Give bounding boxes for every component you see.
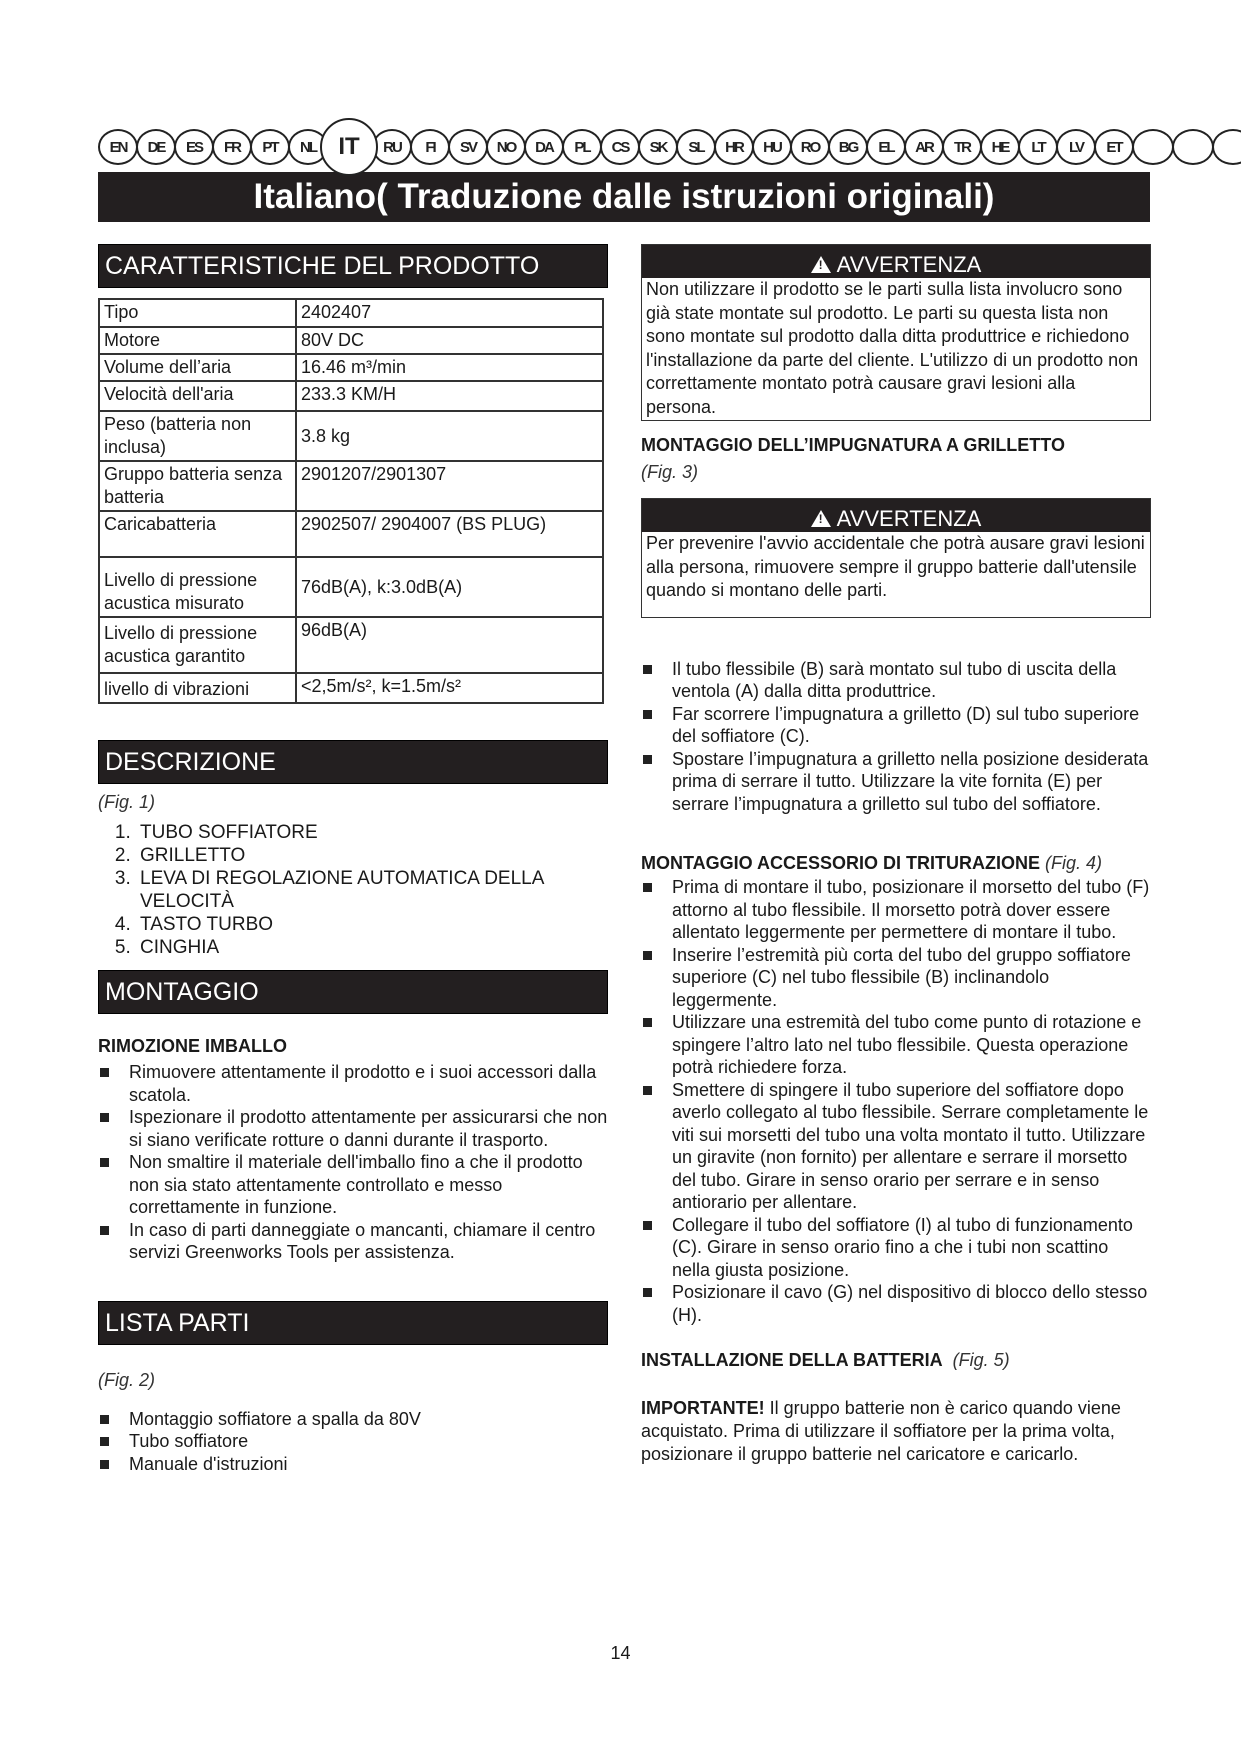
lang-tab-ar: AR (904, 129, 944, 165)
list-item: Rimuovere attentamente il prodotto e i suoi accessori dalla scatola. (98, 1061, 608, 1106)
lang-tab-es: ES (174, 129, 214, 165)
table-row (99, 354, 603, 381)
imballo-list (98, 1061, 608, 1264)
spec-key: Tipo (99, 299, 296, 327)
lang-tab-pt: PT (250, 129, 290, 165)
subheading-imballo: RIMOZIONE IMBALLO (98, 1036, 287, 1056)
warning-header (642, 499, 1150, 532)
list-item: Ispezionare il prodotto attentamente per assicurarsi che non si siano verificate rotture o danni durante il trasporto. (98, 1106, 608, 1151)
warning-text: Non utilizzare il prodotto se le parti sulla lista involucro sono già state montate sul prodotto. Le parti su questa lista non sono montate sul prodotto dalla ditta produttrice e richiedono l'installazione da parte del cliente. L'utilizzo di un prodotto non correttamente montato potrà causare gravi lesioni alla persona. (646, 279, 1139, 417)
lang-tab-he: HE (980, 129, 1020, 165)
list-item: Prima di montare il tubo, posizionare il morsetto del tubo (F) attorno al tubo flessibile. Il morsetto potrà dover essere allentato leggermente per permettere di montare il tubo. (641, 876, 1151, 944)
spec-table (98, 298, 604, 704)
lang-tab-lt: LT (1018, 129, 1058, 165)
lang-tab-ro: RO (790, 129, 830, 165)
important-text: Il gruppo batterie non è carico quando viene acquistato. Prima di utilizzare il soffiatore per la prima volta, posizionare il gruppo batterie nel caricatore e caricarlo. (641, 1398, 1121, 1464)
list-item: 5. CINGHIA (136, 936, 608, 959)
spec-key: Peso (batteria non inclusa) (99, 411, 296, 461)
spec-key: Gruppo batteria senza batteria (99, 461, 296, 511)
lang-tab-nl: NL (288, 129, 328, 165)
lang-tab-hu: HU (752, 129, 792, 165)
table-row (99, 327, 603, 354)
lang-tab-blank (1212, 129, 1241, 165)
spec-key: Velocità dell'aria (99, 381, 296, 411)
subheading-text: MONTAGGIO ACCESSORIO DI TRITURAZIONE (641, 853, 1040, 873)
table-row (99, 557, 603, 617)
list-item: 2. GRILLETTO (136, 844, 608, 867)
lang-tab-tr: TR (942, 129, 982, 165)
list-item: Manuale d'istruzioni (98, 1453, 608, 1476)
table-row (99, 617, 603, 673)
subheading-triturazione (641, 853, 1151, 874)
spec-key: Livello di pressione acustica garantito (99, 617, 296, 673)
montaggio-heading: MONTAGGIO (98, 970, 608, 1014)
lista-parti-heading: LISTA PARTI (98, 1301, 608, 1345)
lang-tab-hr: HR (714, 129, 754, 165)
spec-key: Volume dell’aria (99, 354, 296, 381)
fig-ref-2: (Fig. 2) (98, 1369, 156, 1390)
subheading-impugnatura: MONTAGGIO DELL’IMPUGNATURA A GRILLETTO (641, 435, 1065, 455)
lang-tab-sv: SV (448, 129, 488, 165)
fig-ref-3: (Fig. 3) (641, 462, 699, 482)
lang-tab-da: DA (524, 129, 564, 165)
list-item: Tubo soffiatore (98, 1430, 608, 1453)
list-item: Montaggio soffiatore a spalla da 80V (98, 1408, 608, 1431)
right-column (641, 244, 1151, 1466)
list-item: Far scorrere l’impugnatura a grilletto (D) sul tubo superiore del soffiatore (C). (641, 703, 1151, 748)
important-label: IMPORTANTE! (641, 1398, 765, 1418)
trituratore-list (641, 876, 1151, 1326)
lang-tab-ru: RU (372, 129, 412, 165)
spec-value: 3.8 kg (296, 411, 603, 461)
lang-tab-cs: CS (600, 129, 640, 165)
fig-ref-1: (Fig. 1) (98, 792, 156, 812)
lang-tab-blank (1132, 129, 1174, 165)
spec-value: <2,5m/s², k=1.5m/s² (296, 673, 603, 703)
table-row (99, 461, 603, 511)
impugnatura-list (641, 658, 1151, 816)
list-item: Il tubo flessibile (B) sarà montato sul tubo di uscita della ventola (A) dalla ditta produttrice. (641, 658, 1151, 703)
spec-value: 2402407 (296, 299, 603, 327)
description-list (98, 821, 608, 959)
lang-tab-pl: PL (562, 129, 602, 165)
table-row (99, 411, 603, 461)
left-column (98, 244, 608, 1475)
spec-key: Caricabatteria (99, 511, 296, 557)
lang-tab-en: EN (98, 129, 138, 165)
lang-tab-blank (1172, 129, 1214, 165)
parts-list (98, 1408, 608, 1476)
warning-header (642, 245, 1150, 278)
warning-title: AVVERTENZA (836, 252, 982, 277)
table-row (99, 381, 603, 411)
list-item: 1. TUBO SOFFIATORE (136, 821, 608, 844)
list-item: Inserire l’estremità più corta del tubo del gruppo soffiatore superiore (C) nel tubo flessibile (B) inclinandolo leggermente. (641, 944, 1151, 1012)
lang-tab-fi: FI (410, 129, 450, 165)
spec-value: 76dB(A), k:3.0dB(A) (296, 557, 603, 617)
spec-value: 2902507/ 2904007 (BS PLUG) (296, 511, 603, 557)
spec-key: Motore (99, 327, 296, 354)
list-item: Spostare l’impugnatura a grilletto nella posizione desiderata prima di serrare il tutto. Utilizzare la vite fornita (E) per serrare l’impugnatura a grilletto sul tubo del soffiatore. (641, 748, 1151, 816)
spec-value: 2901207/2901307 (296, 461, 603, 511)
warning-text: Per prevenire l'avvio accidentale che potrà ausare gravi lesioni alla persona, rimuovere sempre il gruppo batterie dall'utensile quando si montano delle parti. (646, 533, 1145, 600)
table-row (99, 673, 603, 703)
list-item: Collegare il tubo del soffiatore (I) al tubo di funzionamento (C). Girare in senso orario fino a che i tubi non scattino nella giusta posizione. (641, 1214, 1151, 1282)
subheading-text: INSTALLAZIONE DELLA BATTERIA (641, 1350, 943, 1370)
language-tabs (98, 126, 1241, 168)
table-row (99, 511, 603, 557)
page-title: Italiano( Traduzione dalle istruzioni originali) (98, 172, 1150, 222)
lang-tab-it: IT (320, 118, 378, 176)
lang-tab-sl: SL (676, 129, 716, 165)
subheading-batteria (641, 1350, 1151, 1371)
spec-value: 233.3 KM/H (296, 381, 603, 411)
lang-tab-fr: FR (212, 129, 252, 165)
lang-tab-no: NO (486, 129, 526, 165)
page-number: 14 (610, 1643, 631, 1663)
list-item: Non smaltire il materiale dell'imballo fino a che il prodotto non sia stato attentamente controllato e messo correttamente in funzione. (98, 1151, 608, 1219)
list-item: Smettere di spingere il tubo superiore del soffiatore dopo averlo collegato al tubo flessibile. Serrare completamente le viti sui morsetti del tubo una volta montato il tutto. Utilizzare un giravite (non fornito) per allentare e serrare il morsetto del tubo. Girare in senso orario per serrare e in senso antiorario per allentare. (641, 1079, 1151, 1214)
lang-tab-de: DE (136, 129, 176, 165)
fig-ref-4: (Fig. 4) (1045, 853, 1103, 873)
fig-ref-5: (Fig. 5) (952, 1350, 1010, 1370)
spec-value: 16.46 m³/min (296, 354, 603, 381)
lang-tab-bg: BG (828, 129, 868, 165)
descrizione-heading: DESCRIZIONE (98, 740, 608, 784)
warning-title: AVVERTENZA (836, 506, 982, 531)
list-item: 4. TASTO TURBO (136, 913, 608, 936)
features-heading: CARATTERISTICHE DEL PRODOTTO (98, 244, 608, 288)
lang-tab-et: ET (1094, 129, 1134, 165)
list-item: Posizionare il cavo (G) nel dispositivo di blocco dello stesso (H). (641, 1281, 1151, 1326)
lang-tab-sk: SK (638, 129, 678, 165)
spec-key: livello di vibrazioni (99, 673, 296, 703)
warning-box (641, 498, 1151, 618)
spec-value: 96dB(A) (296, 617, 603, 673)
warning-box (641, 244, 1151, 421)
spec-value: 80V DC (296, 327, 603, 354)
warning-icon (811, 256, 831, 273)
spec-key: Livello di pressione acustica misurato (99, 557, 296, 617)
list-item: 3. LEVA DI REGOLAZIONE AUTOMATICA DELLA VELOCITÀ (136, 867, 608, 913)
list-item: Utilizzare una estremità del tubo come punto di rotazione e spingere l’altro lato nel tubo flessibile. Questa operazione potrà richiedere forza. (641, 1011, 1151, 1079)
important-note (641, 1397, 1151, 1466)
lang-tab-lv: LV (1056, 129, 1096, 165)
list-item: In caso di parti danneggiate o mancanti, chiamare il centro servizi Greenworks Tools per assistenza. (98, 1219, 608, 1264)
warning-icon (811, 510, 831, 527)
lang-tab-el: EL (866, 129, 906, 165)
table-row (99, 299, 603, 327)
